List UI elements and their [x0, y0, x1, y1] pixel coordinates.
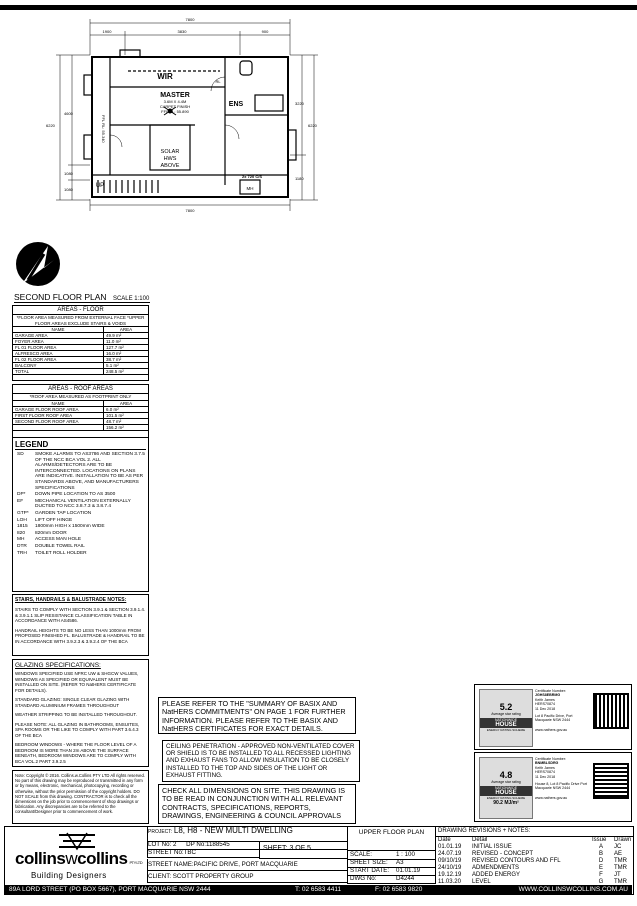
legend-item: EF MECHANICAL VENTILATION EXTERNALLY DUCTED TO NCC 3.8.7.3 & 3.8.7.4	[17, 498, 131, 510]
glazing-p4: PLEASE NOTE: ALL GLAZING IN BATHROOMS, ENSUITES, SPA ROOMS OR THE LIKE TO COMPLY WITH PART 3.6.4.3 OF THE BCA	[15, 721, 140, 738]
street-name-row: STREET NAME:PACIFIC DRIVE, PORT MACQUARIE	[147, 859, 347, 871]
drawing-title	[14, 292, 149, 302]
table-row: FL 01 FLOOR AREA 127.7 m²	[13, 345, 148, 351]
table-row: 01.01.19 INITIAL ISSUE A JC	[438, 844, 622, 850]
copyright-text: Note: Copyright © 2016. Collins.w.Collins PTY LTD All rights reserved. No part of this drawing may be reproduced or transmitted in any form or by means, electronic, mechanical, photocopying, recording or otherwise, without the prior permission of the copyright holders. DO NOT SCALE from this drawing. CONTRACTOR is to check all the dimensions on the job prior to commencement of shop drawings or fabrication. Any discrepancies are to be referred to the consultant/Designer prior to commencement of work.	[15, 773, 146, 815]
glazing-p2: STANDARD GLAZING: SINGLE CLEAR GLAZING WITH STANDARD ALUMINIUM FRAMES THROUGHOUT	[15, 697, 130, 708]
drawing-name-cell: UPPER FLOOR PLAN	[347, 827, 435, 851]
title-block	[4, 826, 634, 895]
stair-ffl-note: FFL RL: 55.340	[101, 115, 106, 143]
table-row: FOYER AREA 11.0 m²	[13, 339, 148, 345]
table-row: SECOND FLOOR ROOF AREA 48.7 m²	[13, 418, 148, 424]
stair-rl-label: RL	[215, 79, 221, 84]
table-row: 09/10/19 REVISED CONTOURS AND FFL D TMR	[438, 858, 627, 864]
dim-top-overall: 7800	[185, 17, 195, 22]
table-row: TOTAL 248.5 m²	[13, 369, 148, 375]
areas-roof-rows: NAME AREA GARAGE FLOOR ROOF AREA 6.0 m² FIRST FLOOR ROOF AREA 101.5 m² SECOND FLOOR ROOF AREA 48.7 m² 156.2 m²	[13, 401, 148, 431]
scale-row: SCALE: 1 : 100	[347, 851, 436, 860]
wardrobe-label: 2x 720 C/S	[241, 174, 263, 179]
areas-roof-heading: AREAS - ROOF AREAS	[13, 385, 148, 394]
star-rating-value: 4.8	[499, 770, 513, 780]
client-row: CLIENT: SCOTT PROPERTY GROUP	[147, 871, 347, 883]
glazing-box	[12, 659, 149, 767]
top-border	[0, 5, 637, 10]
legend-item: LOH LIFT OFF HINGE	[17, 517, 73, 523]
project-name: L8, H8 - NEW MULTI DWELLING	[173, 826, 293, 835]
star-rating-badge: 4.8 Average star rating NATIONWIDE HOUSE ENERGY RATING SCHEME 90.2 MJ/m²	[479, 757, 533, 819]
footer-phone: T: 02 6583 4411	[295, 886, 342, 893]
dim-top-left: 1900	[102, 29, 112, 34]
table-row: 19.12.19 ADDED ENERGY F JT	[438, 872, 621, 878]
revisions-panel	[435, 827, 634, 883]
glazing-p5: BEDROOM WINDOWS - WHERE THE FLOOR LEVEL OF A BEDROOM IS MORE THAN 2m ABOVE THE SURFACE BENEATH, BEDROOM WINDOWS ARE TO COMPLY WITH BCA VOL.2 PART 3.9.2.5	[15, 742, 137, 764]
legend-box	[12, 437, 149, 592]
dim-right-a: 3220	[295, 101, 304, 106]
table-row: BALCONY 5.1 m²	[13, 363, 148, 369]
energy-value: 90.2 MJ/m²	[493, 800, 519, 806]
stairs-notes-p2: HANDRAIL HEIGHTS TO BE NO LESS THAN 1000mm FROM PROPOSED FINISHED FL. BALUSTRADE & HANDRAIL TO BE IN ACCORDANCE WITH 3.9.2.3 & 3.9.2.4 OF THE BCA	[15, 627, 145, 644]
revisions-table: Date Detail Issue Drawn 01.01.19 INITIAL ISSUE A JC 24.07.19 REVISED - CONCEPT B AE 09/10/19 REVISED CONTOURS AND FFL D TMR 24/10/19 ADMENDMENTS E TMR 19.12.19 ADDED ENERGY F JT 11.03.20 LEVEL G TMR	[436, 837, 634, 886]
check-note: CHECK ALL DIMENSIONS ON SITE. THIS DRAWING IS TO BE READ IN CONJUNCTION WITH ALL RELEVANT CONTRACTS, SPECIFICATIONS, REPORTS, DRAWINGS, ENGINEERING & COUNCIL APPROVALS	[158, 784, 356, 824]
dim-left-b: 1080	[64, 187, 73, 192]
street-no-row: STREET No:TBC	[147, 849, 260, 858]
star-rating-badge: 5.2 Average star rating NATIONWIDE HOUSE ENERGY RATING SCHEME	[479, 689, 533, 747]
master-finish: CARPET FINISH	[159, 104, 191, 109]
areas-floor-table	[12, 305, 149, 381]
north-arrow-icon	[14, 240, 62, 288]
project-row: PROJECT: L8, H8 - NEW MULTI DWELLING	[147, 827, 348, 842]
star-rating-value: 5.2	[499, 702, 513, 712]
copyright-box	[12, 770, 149, 824]
dim-small-top: 900	[261, 29, 269, 34]
glazing-p1: WINDOWS SPECIFIED USE NFRC UW & SHGCW VALUES, WINDOWS AS SPECIFIED OR EQUIVALENT MUST BE INSTALLED ON SITE. (REFER TO NatHERS CERTIFICATE FOR DETAILS).	[15, 671, 139, 693]
footer-fax: F: 02 6583 9820	[375, 886, 423, 893]
nathers-certificate-1	[474, 684, 632, 750]
sheet-size-row: SHEET SIZE: A3	[347, 859, 436, 868]
stair-up-label: UP	[95, 183, 105, 189]
room-master: MASTER	[160, 92, 190, 99]
legend-item: 820 820mm DOOR	[17, 530, 67, 536]
legend-item: DTR DOUBLE TOWEL RAIL	[17, 543, 85, 549]
legend-heading: LEGEND	[15, 440, 146, 450]
dim-left-inner: 4600	[64, 111, 73, 116]
stairs-notes-box	[12, 594, 149, 656]
dim-right-b: 1180	[295, 176, 304, 181]
table-row: GARAGE AREA 49.9 m²	[13, 333, 148, 339]
areas-floor-note: *FLOOR AREA MEASURED FROM EXTERNAL FACE *UPPER FLOOR AREAS EXCLUDE STAIRS & VOIDS	[13, 315, 148, 327]
legend-item: 1815 1800mm HIGH x 1500mm WIDE	[17, 524, 105, 530]
title-rule	[14, 302, 150, 303]
legend-item: GTP* GARDEN TAP LOCATION	[17, 510, 92, 516]
footer-address: 89A LORD STREET (PO BOX 5667), PORT MACQUARIE NSW 2444	[9, 886, 211, 893]
table-row: 11.03.20 LEVEL G TMR	[438, 879, 627, 885]
dim-top-mid: 3830	[177, 29, 187, 34]
drawing-title-text: SECOND FLOOR PLAN	[14, 292, 107, 302]
qr-code-icon	[593, 763, 629, 799]
exhaust-fan-icon: EF	[17, 498, 24, 504]
legend-item: SD SMOKE ALARMS TO AS3786 AND SECTION 3.7.5 OF THE NCC BCA VOL 2. ALL ALARMS/DETECTORS ARE TO BE INTERCONNECTED. LOCATIONS ON PLANS ARE INDICATIVE. INSTALLATION TO BE AS PER STANDARDS ABOVE, AND MANUFACTURERS SPECIFICATIONS	[17, 452, 145, 491]
dim-left-a: 1080	[64, 171, 73, 176]
company-logo	[11, 831, 143, 885]
drawing-scale: SCALE 1:100	[112, 296, 150, 302]
dim-right-overall: 6220	[308, 123, 317, 128]
lot-row: LOT No: 2 DP No:1188545	[147, 841, 348, 850]
table-row: 24.07.19 REVISED - CONCEPT B AE	[438, 851, 623, 857]
mh-label: MH	[246, 186, 254, 191]
master-size: 3.6M X 4.4M	[163, 99, 187, 104]
start-date-row: START DATE: 01.01.19	[347, 867, 436, 876]
table-row: ALFRESCO AREA 16.0 m²	[13, 351, 148, 357]
room-ens: ENS	[228, 101, 244, 108]
stairs-notes-p1: STAIRS TO COMPLY WITH SECTION 3.9.1 & SECTION 3.9.1.4. & 3.9.1.1 SLIP RESISTANCE CLASSIFICATION TABLE IN ACCORDANCE WITH AS4586.	[15, 607, 146, 623]
table-row: 156.2 m²	[13, 424, 148, 430]
table-row: 24/10/19 ADMENDMENTS E TMR	[438, 865, 627, 871]
glazing-heading: GLAZING SPECIFICATIONS:	[15, 662, 101, 669]
master-ffl: FFL RL: 55.890	[161, 109, 189, 114]
areas-roof-table	[12, 384, 149, 438]
dwg-no-row: DWG No: D4244	[347, 875, 436, 884]
room-wir: WIR	[157, 72, 173, 81]
footer-bar	[5, 885, 632, 894]
table-row: GARAGE FLOOR ROOF AREA 6.0 m²	[13, 406, 148, 412]
areas-roof-note: *ROOF AREA MEASURED AS FOOTPRINT ONLY	[13, 394, 148, 401]
above-label: ABOVE	[160, 163, 180, 169]
stairs-notes-heading: STAIRS, HANDRAILS & BALUSTRADE NOTES:	[15, 597, 127, 603]
logo-mark-icon	[57, 831, 97, 851]
footer-website: WWW.COLLINSWCOLLINS.COM.AU	[518, 886, 628, 893]
dim-left-overall: 6220	[46, 123, 55, 128]
hws-label: HWS	[163, 156, 177, 162]
cert-details: Certificate Number: BNMBLSDRG Keith James HERS70874 11 Dec 2018 House 8, Lot 8 Pacific Drive Port Macquarie NSW 2444 www.nathers.gov.au	[535, 757, 587, 800]
smoke-alarm-icon: SD	[17, 452, 24, 457]
table-row: FIRST FLOOR ROOF AREA 101.5 m²	[13, 412, 148, 418]
dim-bottom-overall: 7800	[185, 208, 195, 213]
company-subtitle: Building Designers	[31, 871, 107, 880]
legend-item: MH ACCESS MAN HOLE	[17, 537, 82, 543]
company-name: collinswcollins PTY LTD	[15, 849, 143, 868]
basix-note: PLEASE REFER TO THE "SUMMARY OF BASIX AND NatHERS COMMITMENTS" ON PAGE 1 FOR FURTHER INFORMATION. PLEASE REFER TO THE BASIX AND NatHERS CERTIFICATES FOR EXACT DETAILS.	[158, 697, 356, 734]
legend-item: DP* DOWN PIPE LOCATION TO AS 3500	[17, 492, 116, 498]
sheet-cell: SHEET: 3 OF 5	[259, 841, 347, 859]
areas-floor-rows: NAME AREA GARAGE AREA 49.9 m² FOYER AREA 11.0 m² FL 01 FLOOR AREA 127.7 m² ALFRESCO AREA 16.0 m² FL 02 FLOOR AREA 38.7 m² BALCONY 5.1 m² TOTAL 248.5 m²	[13, 327, 148, 375]
revisions-heading: DRAWING REVISIONS + NOTES:	[436, 827, 634, 837]
floor-plan-drawing	[40, 15, 320, 225]
solar-label: SOLAR	[160, 149, 180, 155]
areas-floor-heading: AREAS - FLOOR	[13, 306, 148, 315]
ceiling-note: CEILING PENETRATION - APPROVED NON-VENTILATED COVER OR SHIELD IS TO BE INSTALLED TO ALL RECESSED LIGHTING AND EXHAUST FANS TO ALLOW INSULATION TO BE CLOSELY INSTALLED TO THE TOP AND SIDES OF THE LIGHT OR EXHAUST FITTING.	[162, 740, 360, 782]
qr-code-icon	[593, 693, 629, 729]
glazing-p3: WEATHER STRIPPING TO BE INSTALLED THROUGHOUT.	[15, 712, 137, 717]
cert-details: Certificate Number: JGHS8EBRMG Keith James HERS70874 11 Dec 2018 Lot 8 Pacific Drive, Port Macquarie NSW 2444 www.nathers.gov.au	[535, 689, 573, 732]
legend-item: TRH TOILET ROLL HOLDER	[17, 550, 87, 556]
table-row: FL 02 FLOOR AREA 38.7 m²	[13, 357, 148, 363]
nathers-certificate-2	[474, 752, 632, 822]
